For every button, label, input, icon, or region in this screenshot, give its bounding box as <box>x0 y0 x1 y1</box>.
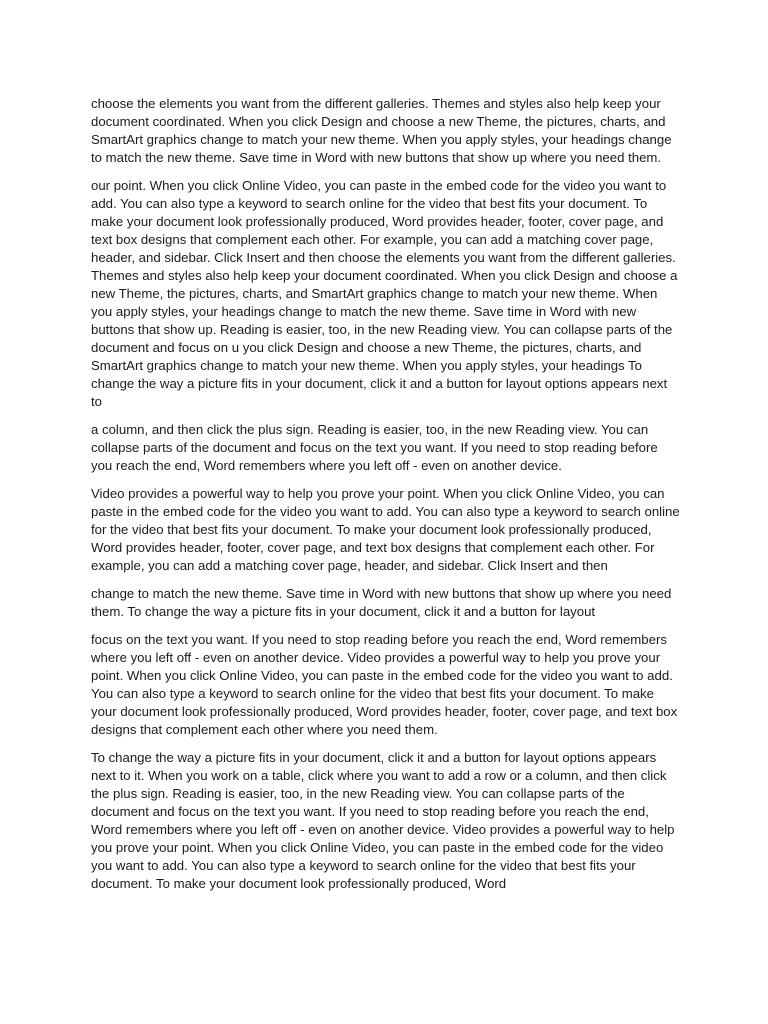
paragraph-1: choose the elements you want from the different galleries. Themes and styles also help keep your document coordinated. When you click Design and choose a new Theme, the pictures, charts, and SmartArt graphics change to match your new theme. When you apply styles, your headings change to match the new theme. Save time in Word with new buttons that show up where you need them. <box>91 96 672 165</box>
paragraph-4: Video provides a powerful way to help you prove your point. When you click Online Video, you can paste in the embed code for the video you want to add. You can also type a keyword to search online for the video that best fits your document. To make your document look professionally produced, Word provides header, footer, cover page, and text box designs that complement each other. For example, you can add a matching cover page, header, and sidebar. Click Insert and then <box>91 486 680 573</box>
paragraph-5: change to match the new theme. Save time in Word with new buttons that show up where you need them. To change the way a picture fits in your document, click it and a button for layout <box>91 586 672 619</box>
paragraph-6: focus on the text you want. If you need to stop reading before you reach the end, Word remembers where you left off - even on another device. Video provides a powerful way to help you prove your point. When you click Online Video, you can paste in the embed code for the video you want to add. You can also type a keyword to search online for the video that best fits your document. To make your document look professionally produced, Word provides header, footer, cover page, and text box designs that complement each other where you need them. <box>91 632 678 737</box>
document-page <box>91 95 681 903</box>
paragraph-2: our point. When you click Online Video, you can paste in the embed code for the video you want to add. You can also type a keyword to search online for the video that best fits your document. To make your document look professionally produced, Word provides header, footer, cover page, and text box designs that complement each other. For example, you can add a matching cover page, header, and sidebar. Click Insert and then choose the elements you want from the different galleries. Themes and styles also help keep your document coordinated. When you click Design and choose a new Theme, the pictures, charts, and SmartArt graphics change to match your new theme. When you apply styles, your headings change to match the new theme. Save time in Word with new buttons that show up. Reading is easier, too, in the new Reading view. You can collapse parts of the document and focus on u you click Design and choose a new Theme, the pictures, charts, and SmartArt graphics change to match your new theme. When you apply styles, your headings To change the way a picture fits in your document, click it and a button for layout options appears next to <box>91 178 678 409</box>
paragraph-3: a column, and then click the plus sign. Reading is easier, too, in the new Reading view. You can collapse parts of the document and focus on the text you want. If you need to stop reading before you reach the end, Word remembers where you left off - even on another device. <box>91 422 658 473</box>
paragraph-7: To change the way a picture fits in your document, click it and a button for layout options appears next to it. When you work on a table, click where you want to add a row or a column, and then click the plus sign. Reading is easier, too, in the new Reading view. You can collapse parts of the document and focus on the text you want. If you need to stop reading before you reach the end, Word remembers where you left off - even on another device. Video provides a powerful way to help you prove your point. When you click Online Video, you can paste in the embed code for the video you want to add. You can also type a keyword to search online for the video that best fits your document. To make your document look professionally produced, Word <box>91 750 675 891</box>
